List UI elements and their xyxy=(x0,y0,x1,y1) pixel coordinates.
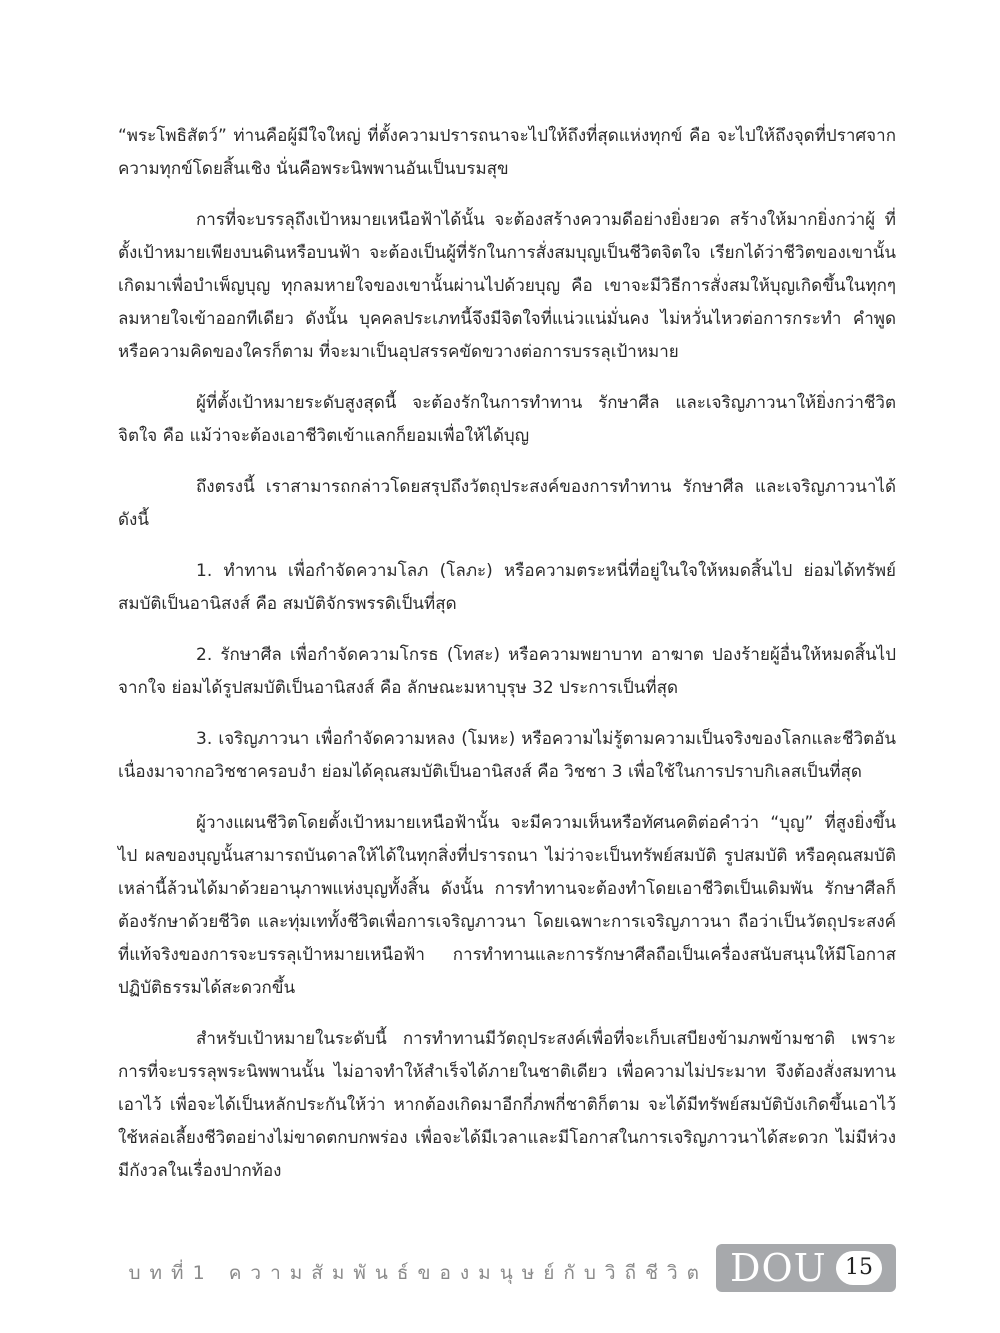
chapter-title: บทที่1 ความสัมพันธ์ของมนุษย์กับวิถีชีวิต xyxy=(128,1262,708,1284)
list-item-sila: 2. รักษาศีล เพื่อกำจัดความโกรธ (โทสะ) หรือความพยาบาท อาฆาต ปองร้ายผู้อื่นให้หมดสิ้นไปจากใจ ย่อมได้รูปสมบัติเป็นอานิสงส์ คือ ลักษณะมหาบุรุษ 32 ประการเป็นที่สุด xyxy=(118,645,896,698)
page-footer xyxy=(0,1240,1000,1298)
page-number: 15 xyxy=(836,1251,882,1285)
paragraph-3: ผู้ที่ตั้งเป้าหมายระดับสูงสุดนี้ จะต้องรักในการทำทาน รักษาศีล และเจริญภาวนาให้ยิ่งกว่าชีวิตจิตใจ คือ แม้ว่าจะต้องเอาชีวิตเข้าแลกก็ยอมเพื่อให้ได้บุญ xyxy=(118,393,896,446)
paragraph-9: สำหรับเป้าหมายในระดับนี้ การทำทานมีวัตถุประสงค์เพื่อที่จะเก็บเสบียงข้ามภพข้ามชาติ เพราะการที่จะบรรลุพระนิพพานนั้น ไม่อาจทำให้สำเร็จได้ภายในชาติเดียว เพื่อความไม่ประมาท จึงต้องสั่งสมทานเอาไว้ เพื่อจะได้เป็นหลักประกันให้ว่า หากต้องเกิดมาอีกกี่ภพกี่ชาติก็ตาม จะได้มีทรัพย์สมบัติบังเกิดขึ้นเอาไว้ใช้หล่อเลี้ยงชีวิตอย่างไม่ขาดตกบกพร่อง เพื่อจะได้มีเวลาและมีโอกาสในการเจริญภาวนาได้สะดวก ไม่มีห่วงมีกังวลในเรื่องปากท้อง xyxy=(118,1029,896,1181)
main-content xyxy=(118,120,896,1206)
list-item-dana: 1. ทำทาน เพื่อกำจัดความโลภ (โลภะ) หรือความตระหนี่ที่อยู่ในใจให้หมดสิ้นไป ย่อมได้ทรัพย์สมบัติเป็นอานิสงส์ คือ สมบัติจักรพรรดิเป็นที่สุด xyxy=(118,561,896,614)
page-badge xyxy=(716,1244,896,1292)
paragraph-1: “พระโพธิสัตว์” ท่านคือผู้มีใจใหญ่ ที่ตั้งความปรารถนาจะไปให้ถึงที่สุดแห่งทุกข์ คือ จะไปให้ถึงจุดที่ปราศจากความทุกข์โดยสิ้นเชิง นั่นคือพระนิพพานอันเป็นบรมสุข xyxy=(118,126,896,179)
paragraph-4: ถึงตรงนี้ เราสามารถกล่าวโดยสรุปถึงวัตถุประสงค์ของการทำทาน รักษาศีล และเจริญภาวนาได้ดังนี้ xyxy=(118,477,896,530)
paragraph-2: การที่จะบรรลุถึงเป้าหมายเหนือฟ้าได้นั้น จะต้องสร้างความดีอย่างยิ่งยวด สร้างให้มากยิ่งกว่าผู้ ที่ตั้งเป้าหมายเพียงบนดินหรือบนฟ้า จะต้องเป็นผู้ที่รักในการสั่งสมบุญเป็นชีวิตจิตใจ เรียกได้ว่าชีวิตของเขานั้นเกิดมาเพื่อบำเพ็ญบุญ ทุกลมหายใจของเขานั้นผ่านไปด้วยบุญ คือ เขาจะมีวิธีการสั่งสมให้บุญเกิดขึ้นในทุกๆ ลมหายใจเข้าออกทีเดียว ดังนั้น บุคคลประเภทนี้จึงมีจิตใจที่แน่วแน่มั่นคง ไม่หวั่นไหวต่อการกระทำ คำพูด หรือความคิดของใครก็ตาม ที่จะมาเป็นอุปสรรคขัดขวางต่อการบรรลุเป้าหมาย xyxy=(118,210,896,362)
dou-logo: DOU xyxy=(730,1246,827,1290)
list-item-bhavana: 3. เจริญภาวนา เพื่อกำจัดความหลง (โมหะ) หรือความไม่รู้ตามความเป็นจริงของโลกและชีวิตอันเนื่องมาจากอวิชชาครอบงำ ย่อมได้คุณสมบัติเป็นอานิสงส์ คือ วิชชา 3 เพื่อใช้ในการปราบกิเลสเป็นที่สุด xyxy=(118,729,896,782)
paragraph-8: ผู้วางแผนชีวิตโดยตั้งเป้าหมายเหนือฟ้านั้น จะมีความเห็นหรือทัศนคติต่อคำว่า “บุญ” ที่สูงยิ่งขึ้นไป ผลของบุญนั้นสามารถบันดาลให้ได้ในทุกสิ่งที่ปรารถนา ไม่ว่าจะเป็นทรัพย์สมบัติ รูปสมบัติ หรือคุณสมบัติ เหล่านี้ล้วนได้มาด้วยอานุภาพแห่งบุญทั้งสิ้น ดังนั้น การทำทานจะต้องทำโดยเอาชีวิตเป็นเดิมพัน รักษาศีลก็ต้องรักษาด้วยชีวิต และทุ่มเททั้งชีวิตเพื่อการเจริญภาวนา โดยเฉพาะการเจริญภาวนา ถือว่าเป็นวัตถุประสงค์ที่แท้จริงของการจะบรรลุเป้าหมายเหนือฟ้า การทำทานและการรักษาศีลถือเป็นเครื่องสนับสนุนให้มีโอกาสปฏิบัติธรรมได้สะดวกขึ้น xyxy=(118,813,896,998)
